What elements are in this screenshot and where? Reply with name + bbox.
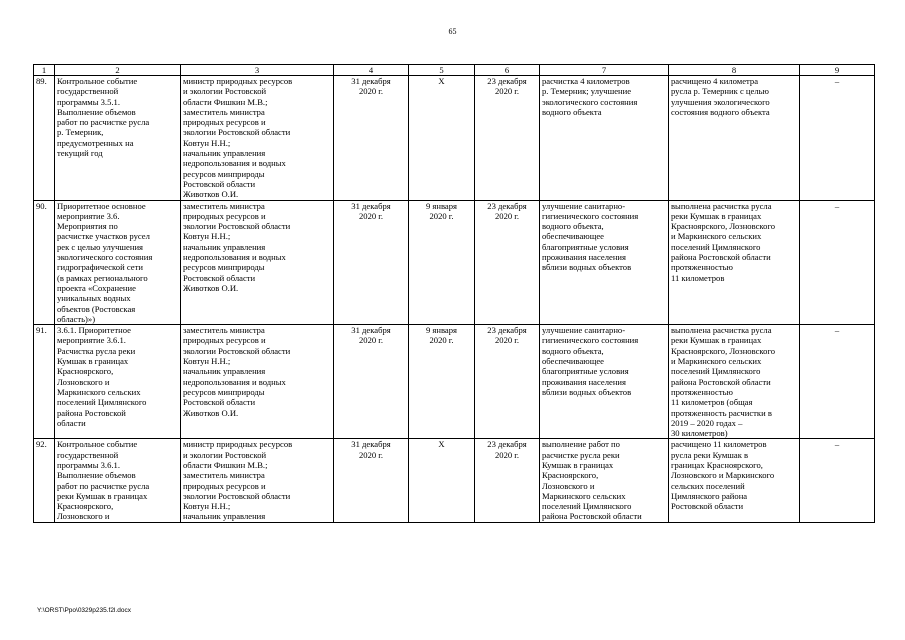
planned-result-line: Маркинского сельских <box>542 490 626 501</box>
planned-result-line: Красноярского, <box>542 470 599 481</box>
note-line: – <box>834 76 840 86</box>
actual-result-cell <box>669 76 800 201</box>
event-name-line: Лозновского и <box>57 376 110 387</box>
responsible-person-line: начальник управления <box>183 366 266 377</box>
responsible-person-line: Ковтун Н.Н.; <box>183 356 231 367</box>
responsible-person-line: области Фишкин М.В.; <box>183 96 268 107</box>
row-number-cell: 92. <box>34 439 55 522</box>
actual-result-cell <box>669 200 800 325</box>
event-name-line: Красноярского, <box>57 366 114 377</box>
event-name-line: р. Темерник, <box>57 127 104 138</box>
actual-result-line: Ростовской области <box>671 501 744 512</box>
actual-start-date-line: 9 января <box>425 200 457 211</box>
note-cell <box>800 439 875 522</box>
planned-result-cell <box>540 325 669 439</box>
responsible-person-line: министр природных ресурсов <box>183 76 293 86</box>
planned-result-line: поселений Цимлянского <box>542 501 632 512</box>
planned-result-line: обеспечивающее <box>542 231 604 242</box>
planned-result-line: расчистка 4 километров <box>542 76 630 86</box>
planned-date-line: 31 декабря <box>351 200 391 211</box>
table-row <box>34 200 875 325</box>
actual-result-line: протяженностью <box>671 386 733 397</box>
planned-result-line: экологического состояния <box>542 96 638 107</box>
responsible-person-cell <box>181 200 334 325</box>
actual-result-line: реки Кумшак в границах <box>671 335 762 346</box>
table-row <box>34 76 875 201</box>
actual-start-date-line: 9 января <box>425 325 457 336</box>
actual-result-line: протяженность расчистки в <box>671 407 772 418</box>
event-name-line: уникальных водных <box>57 293 131 304</box>
event-name-line: Выполнение объемов <box>57 106 136 117</box>
planned-result-line: выполнение работ по <box>542 439 620 450</box>
report-table <box>33 64 875 523</box>
note-line: – <box>834 325 840 336</box>
planned-result-line: гигиенического состояния <box>542 210 639 221</box>
actual-start-date-line: 2020 г. <box>429 210 454 221</box>
event-name-line: Красноярского, <box>57 501 114 512</box>
actual-result-line: поселений Цимлянского <box>671 241 761 252</box>
actual-result-line: расчищено 4 километра <box>671 76 759 86</box>
planned-date-cell <box>334 439 409 522</box>
planned-result-cell <box>540 200 669 325</box>
responsible-person-line: начальник управления <box>183 241 266 252</box>
note-line: – <box>834 200 840 211</box>
event-name-line: программы 3.6.1. <box>57 459 120 470</box>
actual-result-cell <box>669 439 800 522</box>
responsible-person-line: Животков О.И. <box>183 407 239 418</box>
actual-start-date-line: X <box>438 76 445 86</box>
planned-result-line: проживания населения <box>542 252 626 263</box>
responsible-person-line: министр природных ресурсов <box>183 439 293 450</box>
actual-result-line: русла реки Кумшак в <box>671 449 749 460</box>
event-name-line: Контрольное событие <box>57 76 138 86</box>
planned-date-cell <box>334 325 409 439</box>
event-name-line: область)») <box>57 313 96 324</box>
event-name-line: Расчистка русла реки <box>57 345 136 356</box>
event-name-line: государственной <box>57 449 119 460</box>
responsible-person-line: недропользования и водных <box>183 158 286 169</box>
planned-result-line: Лозновского и <box>542 480 595 491</box>
actual-end-date-line: 2020 г. <box>494 449 520 460</box>
actual-result-line: Цимлянского района <box>671 490 748 501</box>
responsible-person-line: экологии Ростовской области <box>183 221 291 232</box>
actual-result-line: поселений Цимлянского <box>671 366 761 377</box>
actual-end-date-line: 23 декабря <box>487 76 527 86</box>
note-line: – <box>834 439 840 450</box>
event-name-line: 3.6.1. Приоритетное <box>57 325 131 336</box>
planned-result-line: обеспечивающее <box>542 356 604 367</box>
actual-result-line: района Ростовской области <box>671 252 771 263</box>
responsible-person-line: Ростовской области <box>183 397 256 408</box>
event-name-cell <box>55 439 181 522</box>
event-name-line: области <box>57 417 86 428</box>
responsible-person-line: недропользования и водных <box>183 376 286 387</box>
event-name-line: предусмотренных на <box>57 137 134 148</box>
event-name-cell <box>55 200 181 325</box>
actual-result-line: Лозновского и Маркинского <box>671 470 775 481</box>
event-name-line: текущий год <box>57 148 103 159</box>
column-number-row <box>34 65 875 76</box>
column-number: 5 <box>409 65 475 76</box>
planned-result-line: водного объекта <box>542 106 602 117</box>
responsible-person-line: экологии Ростовской области <box>183 345 291 356</box>
actual-start-date-cell <box>409 325 475 439</box>
table-row <box>34 439 875 522</box>
planned-date-line: 2020 г. <box>358 86 384 97</box>
event-name-line: Приоритетное основное <box>57 200 146 211</box>
planned-result-line: расчистке русла реки <box>542 449 620 460</box>
actual-start-date-line: X <box>438 439 445 450</box>
column-number: 4 <box>334 65 409 76</box>
column-number: 6 <box>475 65 540 76</box>
actual-start-date-cell <box>409 200 475 325</box>
actual-end-date-line: 2020 г. <box>494 86 520 97</box>
actual-result-line: сельских поселений <box>671 480 745 491</box>
actual-result-line: района Ростовской области <box>671 376 771 387</box>
planned-date-line: 31 декабря <box>351 76 391 86</box>
event-name-line: гидрографической сети <box>57 262 143 273</box>
planned-result-line: благоприятные условия <box>542 366 629 377</box>
event-name-line: государственной <box>57 86 119 97</box>
responsible-person-line: и экологии Ростовской <box>183 449 267 460</box>
row-number-cell: 89. <box>34 76 55 201</box>
actual-end-date-cell <box>475 325 540 439</box>
planned-date-cell <box>334 76 409 201</box>
actual-result-line: улучшения экологического <box>671 96 770 107</box>
responsible-person-line: Ростовской области <box>183 272 256 283</box>
note-cell <box>800 325 875 439</box>
actual-result-line: 11 километров (общая <box>671 397 753 408</box>
planned-result-line: улучшение санитарно- <box>542 325 626 336</box>
responsible-person-line: ресурсов минприроды <box>183 168 265 179</box>
event-name-line: Контрольное событие <box>57 439 138 450</box>
responsible-person-cell <box>181 325 334 439</box>
event-name-line: проекта «Сохранение <box>57 282 136 293</box>
column-number: 2 <box>55 65 181 76</box>
column-number: 3 <box>181 65 334 76</box>
responsible-person-line: области Фишкин М.В.; <box>183 459 268 470</box>
planned-result-line: проживания населения <box>542 376 626 387</box>
responsible-person-line: природных ресурсов и <box>183 480 266 491</box>
column-number: 8 <box>669 65 800 76</box>
responsible-person-line: заместитель министра <box>183 200 265 211</box>
actual-end-date-cell <box>475 200 540 325</box>
event-name-line: Лозновского и <box>57 511 110 522</box>
event-name-line: района Ростовской <box>57 407 126 418</box>
table-row <box>34 325 875 439</box>
responsible-person-line: Ковтун Н.Н.; <box>183 231 231 242</box>
file-path-footer: Y:\ORST\Ppo\0329p235.f2l.docx <box>37 607 131 614</box>
planned-result-line: водного объекта, <box>542 345 604 356</box>
responsible-person-line: и экологии Ростовской <box>183 86 267 97</box>
responsible-person-line: природных ресурсов и <box>183 335 266 346</box>
planned-result-line: Кумшак в границах <box>542 459 614 470</box>
planned-date-line: 2020 г. <box>358 335 384 346</box>
planned-result-line: вблизи водных объектов <box>542 386 632 397</box>
planned-date-line: 31 декабря <box>351 439 391 450</box>
planned-result-cell <box>540 76 669 201</box>
responsible-person-line: ресурсов минприроды <box>183 262 265 273</box>
event-name-line: расчистке участков русел <box>57 231 150 242</box>
responsible-person-line: Ковтун Н.Н.; <box>183 501 231 512</box>
responsible-person-line: недропользования и водных <box>183 252 286 263</box>
actual-end-date-line: 2020 г. <box>494 210 520 221</box>
column-number: 7 <box>540 65 669 76</box>
responsible-person-line: начальник управления <box>183 511 266 522</box>
responsible-person-line: заместитель министра <box>183 325 265 336</box>
planned-date-line: 2020 г. <box>358 210 384 221</box>
planned-date-cell <box>334 200 409 325</box>
planned-date-line: 2020 г. <box>358 449 384 460</box>
actual-result-line: 11 километров <box>671 272 725 283</box>
actual-end-date-line: 23 декабря <box>487 200 527 211</box>
column-number: 1 <box>34 65 55 76</box>
page-number: 65 <box>448 27 457 36</box>
actual-result-line: границах Красноярского, <box>671 459 763 470</box>
planned-result-line: района Ростовской области <box>542 511 642 522</box>
event-name-line: работ по расчистке русла <box>57 480 150 491</box>
note-cell <box>800 76 875 201</box>
event-name-line: программы 3.5.1. <box>57 96 120 107</box>
responsible-person-line: экологии Ростовской области <box>183 127 291 138</box>
responsible-person-line: заместитель министра <box>183 470 265 481</box>
responsible-person-line: ресурсов минприроды <box>183 386 265 397</box>
actual-start-date-cell <box>409 439 475 522</box>
actual-result-line: состояния водного объекта <box>671 106 770 117</box>
event-name-cell <box>55 76 181 201</box>
responsible-person-line: экологии Ростовской области <box>183 490 291 501</box>
actual-result-line: 2019 – 2020 годах – <box>671 417 743 428</box>
event-name-line: Мероприятия по <box>57 221 118 232</box>
event-name-line: объектов (Ростовская <box>57 303 136 314</box>
responsible-person-cell <box>181 439 334 522</box>
responsible-person-line: заместитель министра <box>183 106 265 117</box>
note-cell <box>800 200 875 325</box>
actual-result-line: Красноярского, Лозновского <box>671 345 776 356</box>
event-name-line: рек с целью улучшения <box>57 241 143 252</box>
responsible-person-line: природных ресурсов и <box>183 117 266 128</box>
actual-result-line: реки Кумшак в границах <box>671 210 762 221</box>
actual-result-line: выполнена расчистка русла <box>671 200 772 211</box>
actual-result-line: русла р. Темерник с целью <box>671 86 769 97</box>
planned-result-line: гигиенического состояния <box>542 335 639 346</box>
event-name-line: поселений Цимлянского <box>57 397 147 408</box>
event-name-line: (в рамках регионального <box>57 272 148 283</box>
planned-result-line: водного объекта, <box>542 221 604 232</box>
responsible-person-line: Животков О.И. <box>183 282 239 293</box>
responsible-person-cell <box>181 76 334 201</box>
event-name-line: Маркинского сельских <box>57 386 141 397</box>
planned-result-line: вблизи водных объектов <box>542 262 632 273</box>
event-name-line: Выполнение объемов <box>57 470 136 481</box>
actual-result-line: протяженностью <box>671 262 733 273</box>
planned-result-line: благоприятные условия <box>542 241 629 252</box>
actual-result-line: Красноярского, Лозновского <box>671 221 776 232</box>
actual-result-line: 30 километров) <box>671 428 728 439</box>
actual-start-date-line: 2020 г. <box>429 335 454 346</box>
event-name-cell <box>55 325 181 439</box>
actual-end-date-cell <box>475 76 540 201</box>
planned-result-line: улучшение санитарно- <box>542 200 626 211</box>
actual-start-date-cell <box>409 76 475 201</box>
actual-end-date-cell <box>475 439 540 522</box>
actual-result-line: и Маркинского сельских <box>671 356 762 367</box>
event-name-line: работ по расчистке русла <box>57 117 150 128</box>
event-name-line: экологического состояния <box>57 252 153 263</box>
column-number: 9 <box>800 65 875 76</box>
event-name-line: Кумшак в границах <box>57 356 129 367</box>
actual-end-date-line: 2020 г. <box>494 335 520 346</box>
event-name-line: реки Кумшак в границах <box>57 490 148 501</box>
planned-result-cell <box>540 439 669 522</box>
actual-result-line: расчищено 11 километров <box>671 439 767 450</box>
responsible-person-line: Ковтун Н.Н.; <box>183 137 231 148</box>
actual-result-cell <box>669 325 800 439</box>
actual-result-line: выполнена расчистка русла <box>671 325 772 336</box>
responsible-person-line: Животков О.И. <box>183 189 239 200</box>
planned-date-line: 31 декабря <box>351 325 391 336</box>
actual-end-date-line: 23 декабря <box>487 325 527 336</box>
responsible-person-line: природных ресурсов и <box>183 210 266 221</box>
event-name-line: мероприятие 3.6.1. <box>57 335 126 346</box>
responsible-person-line: начальник управления <box>183 148 266 159</box>
row-number-cell: 91. <box>34 325 55 439</box>
actual-end-date-line: 23 декабря <box>487 439 527 450</box>
event-name-line: мероприятие 3.6. <box>57 210 120 221</box>
actual-result-line: и Маркинского сельских <box>671 231 762 242</box>
row-number-cell: 90. <box>34 200 55 325</box>
responsible-person-line: Ростовской области <box>183 178 256 189</box>
planned-result-line: р. Темерник; улучшение <box>542 86 632 97</box>
